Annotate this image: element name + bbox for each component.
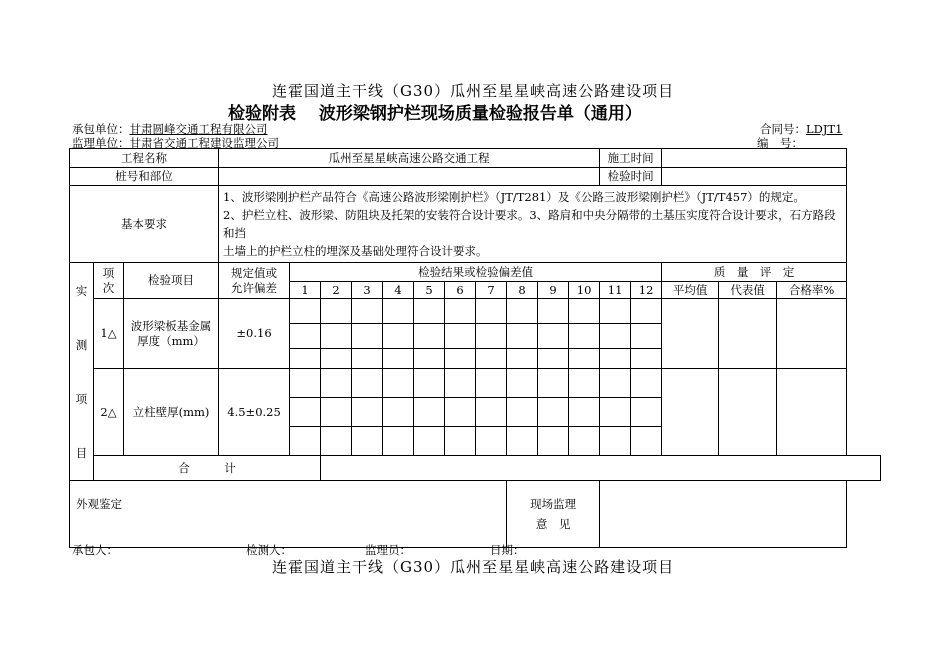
result-cell[interactable] (538, 299, 569, 324)
opinion-value[interactable] (600, 481, 847, 548)
basic-req-line: 1、波形梁刚护栏产品符合《高速公路波形梁刚护栏》（JT/T281）及《公路三波形梁刚护栏》（JT/T457）的规定。 (223, 190, 805, 204)
measured-char: 目 (75, 445, 88, 460)
result-cell[interactable] (290, 398, 321, 427)
col-header: 4 (383, 282, 414, 299)
station-label: 桩号和部位 (70, 168, 219, 186)
result-cell[interactable] (414, 349, 445, 369)
supervisor-sign: 监理员： (365, 543, 411, 557)
result-cell[interactable] (600, 427, 631, 456)
result-cell[interactable] (631, 349, 662, 369)
item-no-header-2: 次 (102, 280, 115, 295)
result-cell[interactable] (321, 398, 352, 427)
result-cell[interactable] (507, 349, 538, 369)
col-header: 1 (290, 282, 321, 299)
result-cell[interactable] (507, 398, 538, 427)
result-cell[interactable] (631, 398, 662, 427)
opinion-label-2: 意 见 (535, 517, 571, 531)
inspection-time-value[interactable] (662, 168, 847, 186)
result-cell[interactable] (507, 427, 538, 456)
col-header: 3 (352, 282, 383, 299)
supervisor-value: 甘肃省交通工程建设监理公司 (129, 136, 279, 150)
inspection-time-label: 检验时间 (600, 168, 662, 186)
total-value[interactable] (321, 456, 881, 481)
result-cell[interactable] (290, 299, 321, 324)
contractor-sign: 承包人： (72, 543, 118, 557)
result-cell[interactable] (321, 349, 352, 369)
result-cell[interactable] (600, 369, 631, 398)
appearance-cell[interactable] (70, 481, 507, 548)
result-cell[interactable] (476, 398, 507, 427)
result-cell[interactable] (383, 324, 414, 349)
result-cell[interactable] (321, 299, 352, 324)
result-cell[interactable] (290, 349, 321, 369)
project-title: 连霍国道主干线（G30）瓜州至星星峡高速公路建设项目 (272, 82, 675, 100)
project-name-value: 瓜州至星星峡高速公路交通工程 (219, 149, 600, 168)
item-2-avg[interactable] (662, 369, 719, 456)
basic-req-label: 基本要求 (70, 186, 219, 263)
measured-items-label (70, 263, 94, 481)
item-1-no: 1△ (94, 299, 124, 369)
item-2-spec: 4.5±0.25 (219, 369, 290, 456)
result-cell[interactable] (476, 324, 507, 349)
col-header: 8 (507, 282, 538, 299)
result-cell[interactable] (290, 427, 321, 456)
inspection-form-table (69, 148, 881, 548)
result-cell[interactable] (352, 369, 383, 398)
supervisor-label: 监理单位： (72, 136, 130, 150)
result-cell[interactable] (600, 324, 631, 349)
footer-project-title: 连霍国道主干线（G30）瓜州至星星峡高速公路建设项目 (272, 558, 675, 576)
col-header: 12 (631, 282, 662, 299)
col-header: 2 (321, 282, 352, 299)
result-cell[interactable] (290, 369, 321, 398)
result-cell[interactable] (414, 299, 445, 324)
result-cell[interactable] (476, 369, 507, 398)
item-header: 检验项目 (124, 263, 219, 299)
result-cell[interactable] (414, 427, 445, 456)
result-cell[interactable] (445, 398, 476, 427)
station-value[interactable] (219, 168, 600, 186)
result-cell[interactable] (445, 324, 476, 349)
result-cell[interactable] (445, 427, 476, 456)
item-1-pass[interactable] (777, 299, 847, 369)
project-name-label: 工程名称 (70, 149, 219, 168)
result-cell[interactable] (600, 299, 631, 324)
result-cell[interactable] (476, 299, 507, 324)
item-2-name: 立柱壁厚(mm) (124, 369, 219, 456)
avg-header: 平均值 (662, 282, 719, 299)
result-cell[interactable] (476, 349, 507, 369)
result-cell[interactable] (321, 324, 352, 349)
item-1-name-line: 厚度（mm） (137, 333, 205, 348)
result-cell[interactable] (569, 427, 600, 456)
item-1-spec: ±0.16 (219, 299, 290, 369)
result-cell[interactable] (383, 369, 414, 398)
result-cell[interactable] (321, 369, 352, 398)
date-label: 日期： (490, 543, 525, 557)
result-cell[interactable] (631, 324, 662, 349)
basic-req-text (219, 186, 847, 263)
result-cell[interactable] (321, 427, 352, 456)
serial-no-label: 编 号： (757, 136, 803, 150)
opinion-label-1: 现场监理 (530, 497, 577, 511)
result-cell[interactable] (538, 427, 569, 456)
result-cell[interactable] (569, 324, 600, 349)
item-1-name (124, 299, 219, 369)
result-cell[interactable] (414, 324, 445, 349)
result-cell[interactable] (600, 398, 631, 427)
item-2-rep[interactable] (719, 369, 777, 456)
col-header: 9 (538, 282, 569, 299)
result-cell[interactable] (383, 299, 414, 324)
measured-char: 测 (75, 337, 88, 352)
pass-header: 合格率% (777, 282, 847, 299)
result-cell[interactable] (507, 324, 538, 349)
result-cell[interactable] (352, 398, 383, 427)
result-cell[interactable] (383, 427, 414, 456)
result-cell[interactable] (538, 349, 569, 369)
measured-char: 实 (75, 283, 88, 298)
item-2-no: 2△ (94, 369, 124, 456)
contract-no-value: LDJT1 (806, 122, 843, 136)
result-cell[interactable] (569, 299, 600, 324)
result-cell[interactable] (383, 398, 414, 427)
contractor-value: 甘肃圆峰交通工程有限公司 (129, 122, 268, 136)
opinion-label (507, 481, 600, 548)
form-title: 检验附表 波形梁钢护栏现场质量检验报告单（通用） (228, 104, 642, 124)
result-cell[interactable] (538, 324, 569, 349)
result-cell[interactable] (631, 427, 662, 456)
spec-header-2: 允许偏差 (231, 280, 278, 295)
appearance-label: 外观鉴定 (76, 497, 122, 511)
item-1-avg[interactable] (662, 299, 719, 369)
result-cell[interactable] (352, 299, 383, 324)
contractor-label: 承包单位： (72, 122, 130, 136)
result-cell[interactable] (476, 427, 507, 456)
result-cell[interactable] (352, 349, 383, 369)
total-label: 合 计 (94, 456, 321, 481)
contract-no-label: 合同号： (760, 122, 806, 136)
inspector-sign: 检测人： (246, 543, 292, 557)
col-header: 11 (600, 282, 631, 299)
rep-header: 代表值 (719, 282, 777, 299)
result-cell[interactable] (600, 349, 631, 369)
result-cell[interactable] (538, 398, 569, 427)
result-cell[interactable] (631, 299, 662, 324)
item-2-pass[interactable] (777, 369, 847, 456)
construction-time-value[interactable] (662, 149, 847, 168)
results-header: 检验结果或检验偏差值 (290, 263, 662, 282)
result-cell[interactable] (445, 349, 476, 369)
col-header: 10 (569, 282, 600, 299)
result-cell[interactable] (352, 324, 383, 349)
result-cell[interactable] (507, 369, 538, 398)
result-cell[interactable] (569, 398, 600, 427)
result-cell[interactable] (538, 369, 569, 398)
construction-time-label: 施工时间 (600, 149, 662, 168)
result-cell[interactable] (445, 369, 476, 398)
result-cell[interactable] (414, 369, 445, 398)
result-cell[interactable] (414, 398, 445, 427)
result-cell[interactable] (352, 427, 383, 456)
result-cell[interactable] (507, 299, 538, 324)
spec-header-1: 规定值或 (231, 266, 278, 281)
result-cell[interactable] (569, 369, 600, 398)
col-header: 5 (414, 282, 445, 299)
result-cell[interactable] (569, 349, 600, 369)
measured-char: 项 (75, 391, 88, 406)
result-cell[interactable] (290, 324, 321, 349)
result-cell[interactable] (383, 349, 414, 369)
item-no-header (94, 263, 124, 299)
item-1-rep[interactable] (719, 299, 777, 369)
result-cell[interactable] (445, 299, 476, 324)
col-header: 7 (476, 282, 507, 299)
item-no-header-1: 项 (102, 266, 115, 281)
result-cell[interactable] (631, 369, 662, 398)
quality-header: 质 量 评 定 (662, 263, 847, 282)
spec-header (219, 263, 290, 299)
basic-req-line: 2、护栏立柱、波形梁、防阻块及托架的安装符合设计要求。3、路肩和中央分隔带的土基压实度符合设计要求，石方路段和挡 (223, 208, 836, 240)
basic-req-line: 土墙上的护栏立柱的埋深及基础处理符合设计要求。 (223, 244, 488, 258)
item-1-name-line: 波形梁板基金属 (130, 319, 212, 334)
col-header: 6 (445, 282, 476, 299)
